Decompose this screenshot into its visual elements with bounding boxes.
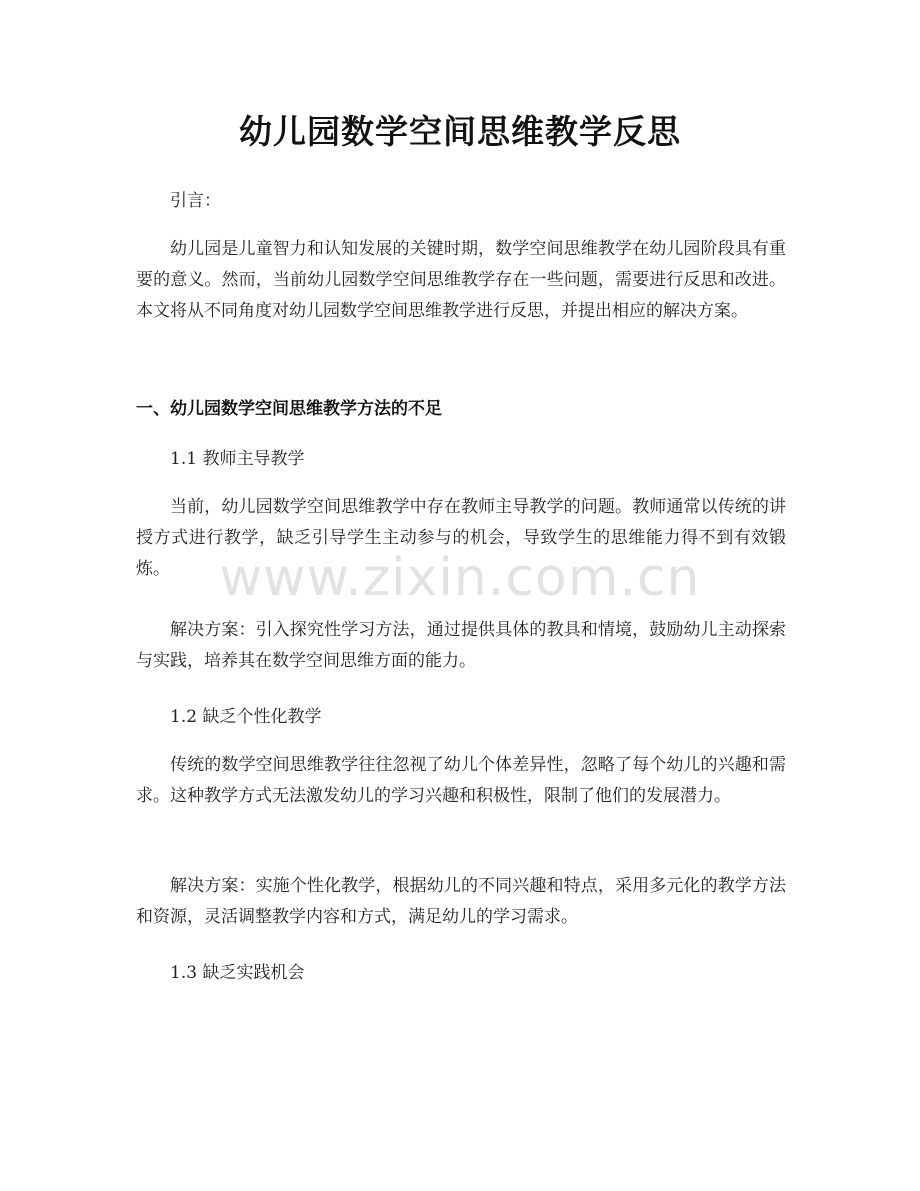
watermark-text: www.zixin.com.cn — [219, 548, 701, 608]
subsection-paragraph-1-1: 当前，幼儿园数学空间思维教学中存在教师主导教学的问题。教师通常以传统的讲授方式进行教学，缺乏引导学生主动参与的机会，导致学生的思维能力得不到有效锻炼。 — [136, 497, 786, 579]
intro-paragraph: 幼儿园是儿童智力和认知发展的关键时期，数学空间思维教学在幼儿园阶段具有重要的意义。然而，当前幼儿园数学空间思维教学存在一些问题，需要进行反思和改进。本文将从不同角度对幼儿园数学空间思维教学进行反思，并提出相应的解决方案。 — [136, 239, 786, 321]
subsection-heading-1-3: 1.3 缺乏实践机会 — [170, 963, 305, 983]
subsection-paragraph-1-2: 传统的数学空间思维教学往往忽视了幼儿个体差异性，忽略了每个幼儿的兴趣和需求。这种教学方式无法激发幼儿的学习兴趣和积极性，限制了他们的发展潜力。 — [136, 755, 786, 806]
document-title: 幼儿园数学空间思维教学反思 — [239, 112, 681, 151]
subsection-heading-1-2: 1.2 缺乏个性化教学 — [170, 707, 322, 727]
subsection-heading-1-1: 1.1 教师主导教学 — [170, 449, 305, 469]
section-heading-1: 一、幼儿园数学空间思维教学方法的不足 — [136, 399, 442, 419]
intro-label: 引言： — [170, 191, 221, 211]
solution-paragraph-1-1: 解决方案：引入探究性学习方法，通过提供具体的教具和情境，鼓励幼儿主动探索与实践，培养其在数学空间思维方面的能力。 — [136, 620, 786, 671]
solution-paragraph-1-2: 解决方案：实施个性化教学，根据幼儿的不同兴趣和特点，采用多元化的教学方法和资源，灵活调整教学内容和方式，满足幼儿的学习需求。 — [136, 876, 786, 927]
